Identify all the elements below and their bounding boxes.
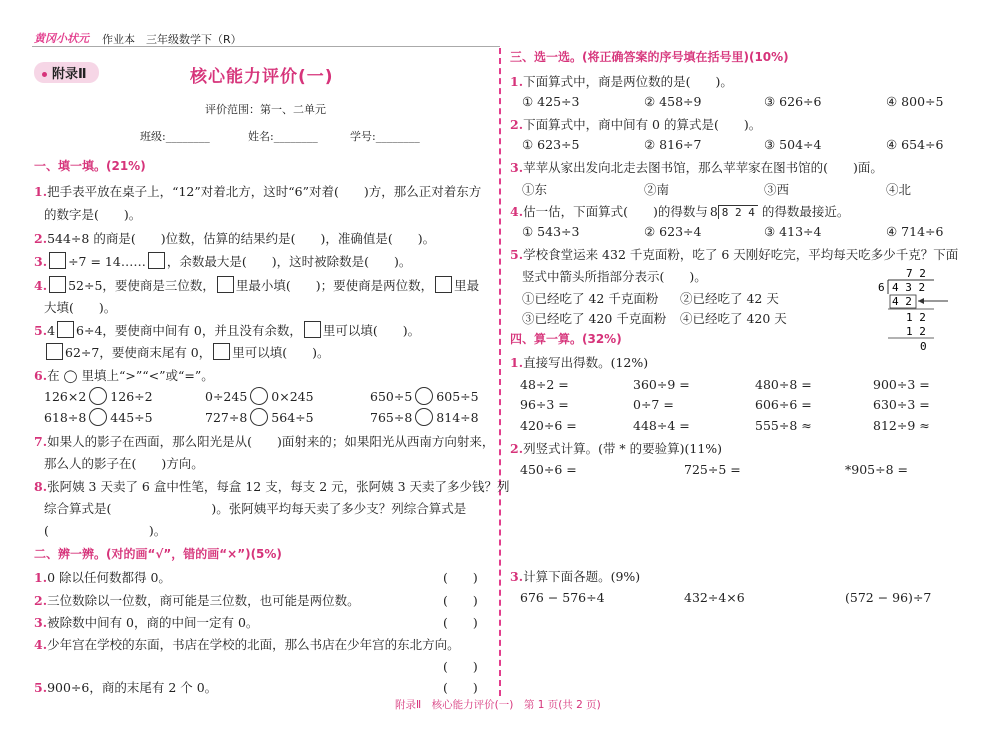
compare-circle[interactable] bbox=[415, 387, 433, 405]
part-1-title: 1.直接写出得数。(12%) bbox=[510, 355, 649, 370]
q3: 3. ÷7 = 14…… ，余数最大是( )，这时被除数是( )。 bbox=[34, 254, 412, 269]
choice-q1: 1.下面算式中，商是两位数的是( )。 bbox=[510, 74, 733, 89]
blank-box[interactable] bbox=[46, 343, 63, 360]
option[interactable]: ① 425÷3 bbox=[522, 94, 580, 109]
part-2-title: 2.列竖式计算。(带 * 的要验算)(11%) bbox=[510, 441, 723, 456]
mixed-calc-item[interactable]: 676 − 576÷4 bbox=[520, 590, 605, 605]
option[interactable]: ② 458÷9 bbox=[644, 94, 702, 109]
calc-item[interactable]: 900÷3 = bbox=[873, 377, 930, 392]
mixed-calc-item[interactable]: (572 − 96)÷7 bbox=[845, 590, 932, 605]
blank-box[interactable] bbox=[49, 276, 66, 293]
option[interactable]: ④已经吃了 420 天 bbox=[680, 311, 787, 326]
answer-paren[interactable]: ( ) bbox=[443, 570, 478, 585]
calc-item[interactable]: 606÷6 = bbox=[755, 397, 812, 412]
compare-circle[interactable] bbox=[250, 387, 268, 405]
division-bracket: 8 2 4 bbox=[718, 205, 758, 219]
option[interactable]: ①东 bbox=[522, 182, 548, 197]
option[interactable]: ② 623÷4 bbox=[644, 224, 702, 239]
scope-text: 评价范围：第一、二单元 bbox=[205, 103, 326, 116]
blank-box[interactable] bbox=[217, 276, 234, 293]
page-footer: 附录Ⅱ 核心能力评价(一) 第 1 页(共 2 页) bbox=[395, 699, 601, 711]
q1-line2: 的数字是( )。 bbox=[44, 207, 142, 222]
option[interactable]: ②南 bbox=[644, 182, 670, 197]
compare-circle[interactable] bbox=[89, 387, 107, 405]
column-divider bbox=[499, 48, 501, 696]
section-3-title: 三、选一选。(将正确答案的序号填在括号里)(10%) bbox=[510, 50, 789, 64]
option[interactable]: ③已经吃了 420 千克面粉 bbox=[522, 311, 667, 326]
q7-line2: 那么人的影子在( )方向。 bbox=[44, 456, 204, 471]
ld-row1: 4 2 bbox=[892, 295, 912, 308]
calc-item[interactable]: 48÷2 = bbox=[520, 377, 569, 392]
q6: 6.在 ◯ 里填上“>”“<”或“=”。 bbox=[34, 368, 214, 383]
judge-item: 1.0 除以任何数都得 0。 bbox=[34, 570, 171, 585]
ld-row4: 0 bbox=[920, 340, 927, 353]
answer-paren[interactable]: ( ) bbox=[443, 593, 478, 608]
calc-item[interactable]: 420÷6 = bbox=[520, 418, 577, 433]
calc-item[interactable]: 96÷3 = bbox=[520, 397, 569, 412]
option[interactable]: ④ 800÷5 bbox=[886, 94, 944, 109]
calc-item[interactable]: 555÷8 ≈ bbox=[755, 418, 812, 433]
option[interactable]: ②已经吃了 42 天 bbox=[680, 291, 779, 306]
option[interactable]: ③ 626÷6 bbox=[764, 94, 822, 109]
vertical-calc-item[interactable]: 725÷5 = bbox=[684, 462, 741, 477]
ld-row3: 1 2 bbox=[906, 325, 926, 338]
calc-item[interactable]: 812÷9 ≈ bbox=[873, 418, 930, 433]
grade-label: 三年级数学下（R） bbox=[146, 33, 242, 46]
option[interactable]: ② 816÷7 bbox=[644, 137, 702, 152]
long-division-diagram bbox=[872, 266, 952, 356]
q5-line1: 5.4 6÷4，要使商中间有 0，并且没有余数， 里可以填( )。 bbox=[34, 323, 421, 338]
q4-line2: 大填( )。 bbox=[44, 300, 117, 315]
judge-item: 4.少年宫在学校的东面，书店在学校的北面，那么书店在少年宫的东北方向。 bbox=[34, 637, 460, 652]
id-field[interactable]: 学号:________ bbox=[350, 130, 420, 143]
section-2-title: 二、辨一辨。(对的画“√”，错的画“×”)(5%) bbox=[34, 547, 282, 561]
choice-q3: 3.苹苹从家出发向北走去图书馆，那么苹苹家在图书馆的( )面。 bbox=[510, 160, 883, 175]
section-4-title: 四、算一算。(32%) bbox=[510, 332, 622, 346]
calc-item[interactable]: 630÷3 = bbox=[873, 397, 930, 412]
part-3-title: 3.计算下面各题。(9%) bbox=[510, 569, 641, 584]
option[interactable]: ④北 bbox=[886, 182, 912, 197]
blank-box[interactable] bbox=[148, 252, 165, 269]
choice-q5-line2: 竖式中箭头所指部分表示( )。 bbox=[522, 269, 707, 284]
compare-circle[interactable] bbox=[250, 408, 268, 426]
mixed-calc-item[interactable]: 432÷4×6 bbox=[684, 590, 745, 605]
ld-row2: 1 2 bbox=[906, 311, 926, 324]
judge-item: 3.被除数中间有 0，商的中间一定有 0。 bbox=[34, 615, 259, 630]
blank-box[interactable] bbox=[304, 321, 321, 338]
option[interactable]: ③ 413÷4 bbox=[764, 224, 822, 239]
blank-box[interactable] bbox=[57, 321, 74, 338]
option[interactable]: ① 543÷3 bbox=[522, 224, 580, 239]
calc-item[interactable]: 480÷8 = bbox=[755, 377, 812, 392]
answer-paren[interactable]: ( ) bbox=[443, 615, 478, 630]
page-title: 核心能力评价(一) bbox=[190, 67, 334, 87]
section-1-title: 一、填一填。(21%) bbox=[34, 159, 146, 173]
q8-line1: 8.张阿姨 3 天卖了 6 盒中性笔，每盒 12 支，每支 2 元，张阿姨 3 天卖了多少钱？列 bbox=[34, 479, 510, 494]
q8-line3: ( )。 bbox=[44, 523, 167, 538]
judge-item: 5.900÷6，商的末尾有 2 个 0。 bbox=[34, 680, 218, 695]
book-label: 作业本 bbox=[102, 33, 135, 46]
ld-quotient: 7 2 bbox=[906, 267, 926, 280]
q4-line1: 4. 52÷5，要使商是三位数， 里最小填( )；要使商是两位数， 里最 bbox=[34, 278, 480, 293]
option[interactable]: ④ 714÷6 bbox=[886, 224, 944, 239]
name-field[interactable]: 姓名:________ bbox=[248, 130, 318, 143]
option[interactable]: ③西 bbox=[764, 182, 790, 197]
answer-paren[interactable]: ( ) bbox=[443, 659, 478, 674]
compare-row: 618÷8 445÷5 bbox=[44, 410, 153, 425]
option[interactable]: ④ 654÷6 bbox=[886, 137, 944, 152]
calc-item[interactable]: 0÷7 = bbox=[633, 397, 674, 412]
vertical-calc-item[interactable]: 450÷6 = bbox=[520, 462, 577, 477]
judge-item: 2.三位数除以一位数，商可能是三位数，也可能是两位数。 bbox=[34, 593, 360, 608]
ld-dividend: 4 3 2 bbox=[892, 281, 926, 294]
compare-row: 765÷8 814÷8 bbox=[370, 410, 479, 425]
blank-box[interactable] bbox=[435, 276, 452, 293]
calc-item[interactable]: 448÷4 = bbox=[633, 418, 690, 433]
q1-line1: 1.把手表平放在桌子上，“12”对着北方，这时“6”对着( )方，那么正对着东方 bbox=[34, 184, 482, 199]
brand-logo: 黄冈小状元 bbox=[34, 32, 89, 45]
q8-line2: 综合算式是( )。张阿姨平均每天卖了多少支？列综合算式是 bbox=[44, 501, 467, 516]
option[interactable]: ①已经吃了 42 千克面粉 bbox=[522, 291, 659, 306]
q2: 2.544÷8 的商是( )位数，估算的结果约是( )，准确值是( )。 bbox=[34, 231, 436, 246]
compare-row: 126×2 126÷2 bbox=[44, 389, 153, 404]
choice-q4: 4.估一估，下面算式( )的得数与 8 8 2 4 的得数最接近。 bbox=[510, 204, 850, 219]
blank-box[interactable] bbox=[213, 343, 230, 360]
compare-row: 727÷8 564÷5 bbox=[205, 410, 314, 425]
option[interactable]: ③ 504÷4 bbox=[764, 137, 822, 152]
q7-line1: 7.如果人的影子在西面，那么阳光是从( )面射来的；如果阳光从西南方向射来， bbox=[34, 434, 495, 449]
option[interactable]: ① 623÷5 bbox=[522, 137, 580, 152]
compare-row: 0÷245 0×245 bbox=[205, 389, 314, 404]
class-field[interactable]: 班级:________ bbox=[140, 130, 210, 143]
ld-divisor: 6 bbox=[878, 281, 885, 294]
answer-paren[interactable]: ( ) bbox=[443, 680, 478, 695]
compare-circle[interactable] bbox=[89, 408, 107, 426]
blank-box[interactable] bbox=[49, 252, 66, 269]
compare-circle[interactable] bbox=[415, 408, 433, 426]
compare-row: 650÷5 605÷5 bbox=[370, 389, 479, 404]
choice-q5-line1: 5.学校食堂运来 432 千克面粉，吃了 6 天刚好吃完，平均每天吃多少千克？下面 bbox=[510, 247, 959, 262]
header-rule bbox=[32, 46, 500, 47]
vertical-calc-item[interactable]: *905÷8 = bbox=[845, 462, 908, 477]
q5-line2: 62÷7，要使商末尾有 0， 里可以填( )。 bbox=[44, 343, 330, 361]
calc-item[interactable]: 360÷9 = bbox=[633, 377, 690, 392]
appendix-badge: 附录Ⅱ bbox=[34, 62, 99, 83]
choice-q2: 2.下面算式中，商中间有 0 的算式是( )。 bbox=[510, 117, 762, 132]
arrow-head-icon bbox=[918, 298, 924, 304]
